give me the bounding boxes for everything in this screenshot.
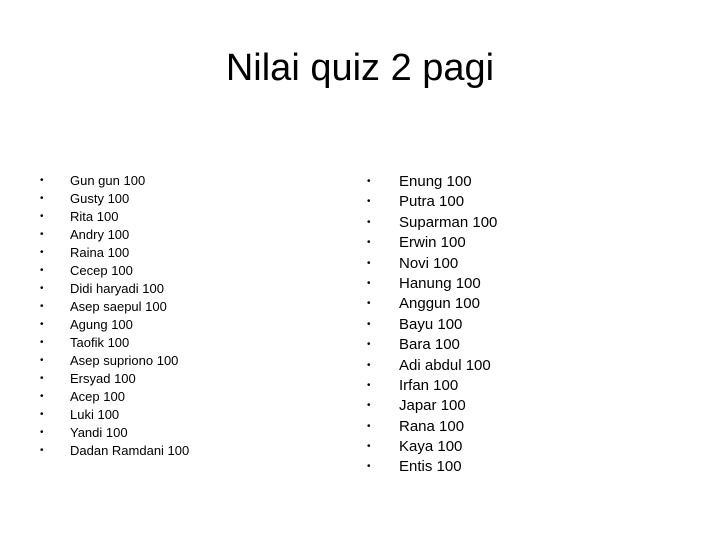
bullet-icon: • [40, 211, 44, 222]
list-item [367, 376, 687, 396]
right-name-list [367, 172, 687, 478]
list-item-text: Asep saepul 100 [70, 299, 167, 314]
bullet-icon: • [367, 176, 371, 187]
bullet-icon: • [367, 379, 371, 391]
list-item [367, 356, 687, 376]
bullet-icon: • [40, 373, 44, 384]
slide-title: Nilai quiz 2 pagi [225, 47, 495, 89]
bullet-icon: • [40, 229, 44, 240]
list-item [40, 262, 340, 280]
list-item-text: Gun gun 100 [70, 173, 146, 188]
list-item-text: Adi abdul 100 [399, 356, 491, 374]
list-item [367, 233, 687, 253]
bullet-icon: • [40, 283, 44, 294]
list-item-text: Rita 100 [70, 209, 119, 224]
list-item-text: Didi haryadi 100 [70, 281, 164, 296]
list-item [40, 208, 340, 226]
bullet-icon: • [40, 355, 44, 366]
list-item [40, 172, 340, 190]
list-item [40, 334, 340, 352]
bullet-icon: • [367, 318, 371, 330]
list-item [367, 437, 687, 457]
list-item-text: Raina 100 [70, 245, 130, 260]
list-item-text: Yandi 100 [70, 425, 128, 440]
list-item [40, 280, 340, 298]
left-name-list [40, 172, 340, 460]
list-item-text: Entis 100 [399, 458, 462, 476]
list-item [40, 316, 340, 334]
bullet-icon: • [40, 175, 44, 186]
bullet-icon: • [40, 265, 44, 276]
list-item-text: Asep supriono 100 [70, 353, 179, 368]
list-item-text: Bayu 100 [399, 315, 463, 333]
bullet-icon: • [367, 461, 371, 473]
list-item [40, 190, 340, 208]
bullet-icon: • [40, 301, 44, 312]
list-item [40, 406, 340, 424]
list-item [367, 457, 687, 477]
list-item [367, 172, 687, 192]
bullet-icon: • [367, 339, 371, 351]
list-item-text: Ersyad 100 [70, 371, 136, 386]
list-item [40, 226, 340, 244]
bullet-icon: • [40, 391, 44, 402]
list-item-text: Enung 100 [399, 173, 472, 190]
bullet-icon: • [367, 441, 371, 453]
bullet-icon: • [40, 445, 44, 456]
list-item [367, 274, 687, 294]
bullet-icon: • [367, 257, 371, 269]
list-item-text: Rana 100 [399, 417, 465, 435]
list-item-text: Anggun 100 [399, 295, 480, 313]
bullet-icon: • [40, 193, 44, 204]
bullet-icon: • [40, 337, 44, 348]
list-item [40, 424, 340, 442]
list-item-text: Luki 100 [70, 407, 120, 422]
list-item [367, 335, 687, 355]
bullet-icon: • [367, 359, 371, 371]
list-item-text: Dadan Ramdani 100 [70, 443, 190, 458]
list-item-text: Erwin 100 [399, 234, 466, 252]
list-item [367, 192, 687, 212]
list-item-text: Acep 100 [70, 389, 125, 404]
list-item [40, 352, 340, 370]
list-item [367, 417, 687, 437]
list-item [367, 315, 687, 335]
list-item-text: Cecep 100 [70, 263, 133, 278]
list-item [40, 442, 340, 460]
list-item-text: Kaya 100 [399, 438, 463, 456]
list-item-text: Irfan 100 [399, 376, 459, 394]
bullet-icon: • [367, 237, 371, 249]
bullet-icon: • [367, 277, 371, 289]
bullet-icon: • [367, 298, 371, 310]
list-item [367, 396, 687, 416]
list-item-text: Taofik 100 [70, 335, 130, 350]
list-item [40, 298, 340, 316]
bullet-icon: • [367, 420, 371, 432]
list-item [367, 254, 687, 274]
list-item [40, 370, 340, 388]
list-item-text: Hanung 100 [399, 274, 481, 292]
list-item-text: Japar 100 [399, 397, 466, 415]
list-item [40, 388, 340, 406]
bullet-icon: • [40, 247, 44, 258]
list-item-text: Andry 100 [70, 227, 130, 242]
list-item [40, 244, 340, 262]
list-item-text: Suparman 100 [399, 213, 498, 231]
list-item-text: Putra 100 [399, 193, 465, 211]
bullet-icon: • [367, 216, 371, 228]
list-item [367, 213, 687, 233]
bullet-icon: • [367, 196, 371, 208]
list-item [367, 294, 687, 314]
list-item-text: Bara 100 [399, 336, 460, 354]
bullet-icon: • [367, 400, 371, 412]
list-item-text: Gusty 100 [70, 191, 130, 206]
bullet-icon: • [40, 409, 44, 420]
bullet-icon: • [40, 319, 44, 330]
list-item-text: Agung 100 [70, 317, 133, 332]
bullet-icon: • [40, 427, 44, 438]
list-item-text: Novi 100 [399, 254, 459, 272]
